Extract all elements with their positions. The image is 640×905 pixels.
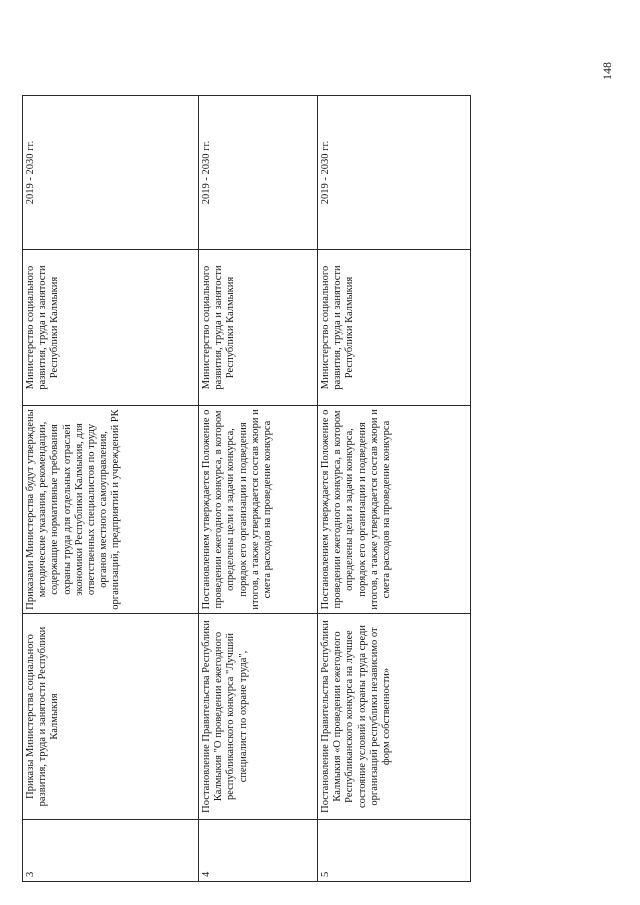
executor: Министерство социального развития, труда и занятости Республики Калмыкия [23, 250, 199, 406]
document-title: Постановление Правительства Республики Калмыкия «О проведении ежегодного Республиканского конкурса на лучшее состояние условий и охраны труда среди организаций республики независимо от форм собственности» [318, 614, 471, 820]
executor: Министерство социального развития, труда и занятости Республики Калмыкия [199, 250, 318, 406]
legal-acts-table [22, 95, 471, 882]
document-title: Постановление Правительства Республики Калмыкия "О проведении ежегодного республиканского конкурса "Лучший специалист по охране труда", [199, 614, 318, 820]
document-content: Приказами Министерства будут утверждены методические указания, рекомендации, содержащие нормативные требования охраны труда для отдельных отраслей экономики Республики Калмыкия, для ответственных специалистов по труду органов местного самоуправления, организаций, предприятий и учреждений РК [23, 406, 199, 614]
executor: Министерство социального развития, труда и занятости Республики Калмыкия [318, 250, 471, 406]
row-number: 4 [199, 820, 318, 882]
row-number: 3 [23, 820, 199, 882]
document-content: Постановлением утверждается Положение о проведении ежегодного конкурса, в котором определены цели и задачи конкурса, порядок его организации и подведения итогов, а также утверждается состав жюри и смета расходов на проведение конкурса [318, 406, 471, 614]
page-number: 148 [600, 62, 614, 80]
term: 2019 - 2030 гг. [318, 96, 471, 250]
table-row [23, 96, 199, 882]
term: 2019 - 2030 гг. [199, 96, 318, 250]
document-title: Приказы Министерства социального развития, труда и занятости Республики Калмыкия [23, 614, 199, 820]
document-content: Постановлением утверждается Положение о проведении ежегодного конкурса, в котором определены цели и задачи конкурса, порядок его организации и подведения итогов, а также утверждается состав жюри и смета расходов на проведение конкурса [199, 406, 318, 614]
rotated-table-container [22, 96, 470, 882]
term: 2019 - 2030 гг. [23, 96, 199, 250]
table-row [318, 96, 471, 882]
row-number: 5 [318, 820, 471, 882]
table-row [199, 96, 318, 882]
